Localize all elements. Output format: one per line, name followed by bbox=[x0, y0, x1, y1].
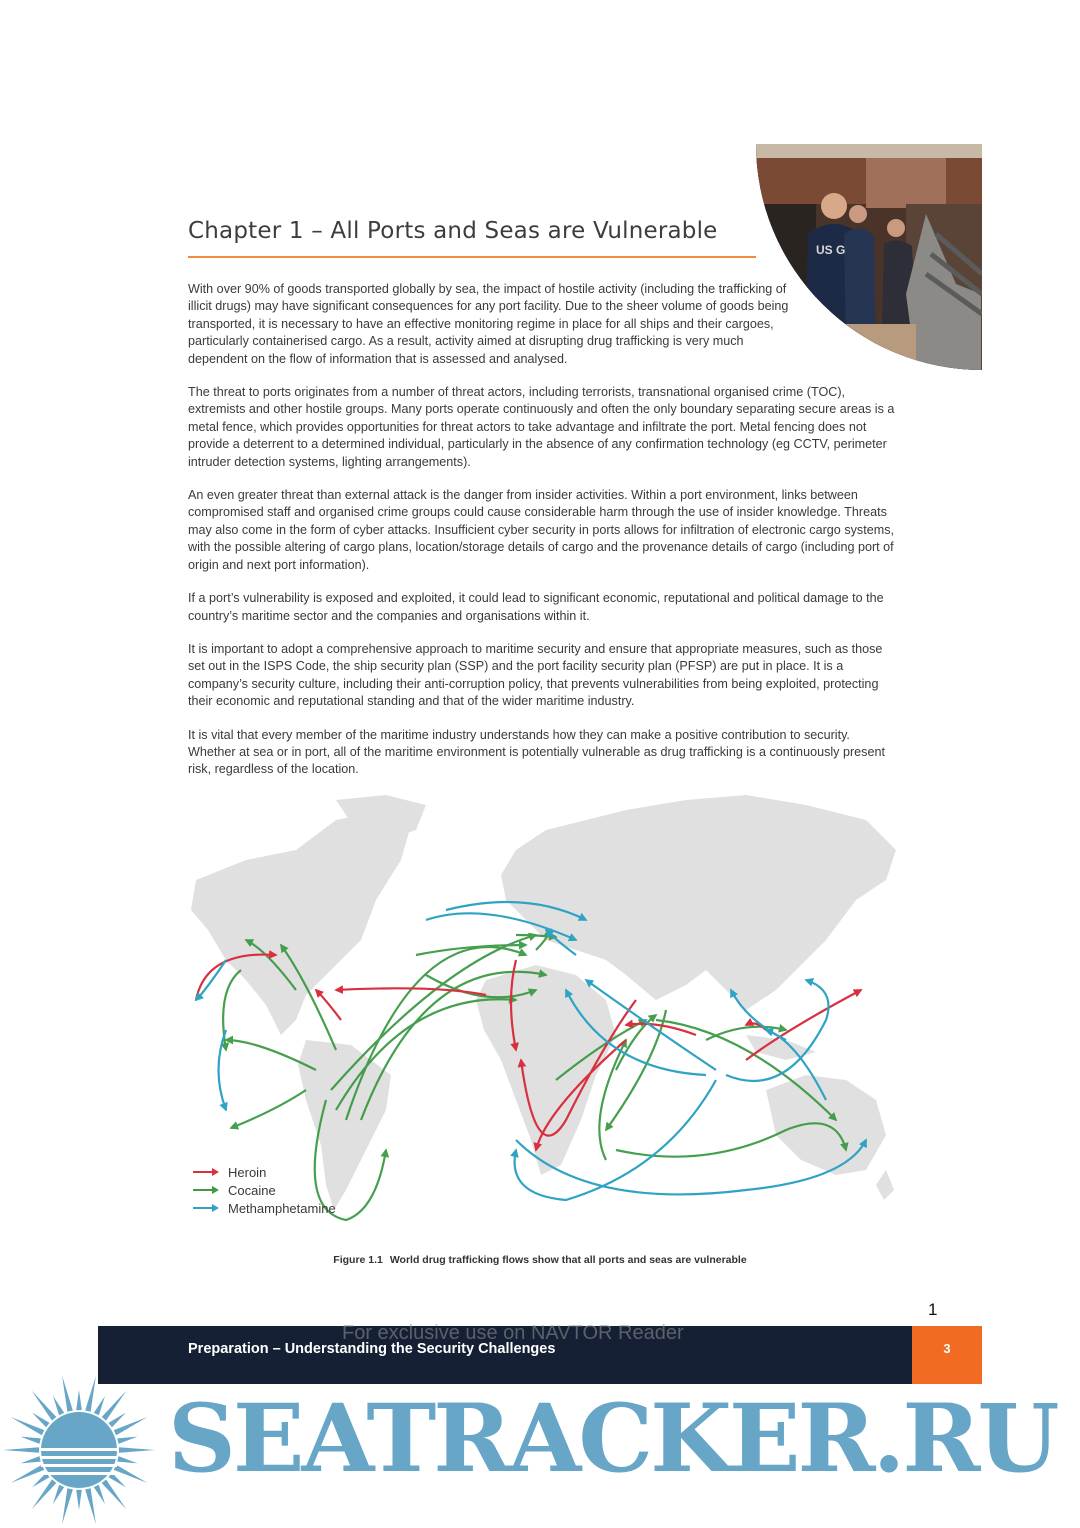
sun-ray bbox=[32, 1413, 49, 1428]
uniform-badge: US G bbox=[816, 243, 846, 257]
footer-title: Preparation – Understanding the Security Challenges bbox=[188, 1341, 556, 1357]
paragraph: With over 90% of goods transported globally by sea, the impact of hostile activity (including the trafficking of illicit drugs) may have significant consequences for any port facility. Due to the sheer volume of goods being transported, it is necessary to have an effective monitoring regime in place for all ships and their cargoes, particularly containerised cargo. As a result, activity aimed at disrupting drug trafficking is very much dependent on the flow of information that is assessed and analysed. bbox=[188, 282, 789, 366]
paragraph: The threat to ports originates from a number of threat actors, including terrorists, transnational organised crime (TOC), extremists and other hostile groups. Many ports operate continuously and often the only boundary separating secure areas is a metal fence, which provides opportunities for threat actors to take advantage and infiltrate the port. Metal fencing does not provide a deterrent to a determined individual, particularly in the absence of any confirmation technology (eg CCTV, perimeter intruder detection systems, lighting arrangements). bbox=[188, 385, 895, 469]
sun-ray bbox=[94, 1396, 105, 1415]
paragraph: An even greater threat than external attack is the danger from insider activities. Within a port environment, links between compromised staff and organised crime groups could cause considerable harm through the use of insider knowledge. Threats may also come in the form of cyber attacks. Insufficient cyber security in ports allows for infiltration of electronic cargo systems, with the possible altering of cargo plans, location/storage details of cargo and the provenance details of cargo (including port of origin and next port information). bbox=[188, 488, 894, 572]
sun-ray bbox=[62, 1488, 73, 1524]
legend-item-cocaine bbox=[192, 1181, 336, 1199]
legend-label: Methamphetamine bbox=[228, 1200, 336, 1216]
map-legend bbox=[192, 1163, 336, 1217]
sun-ray bbox=[102, 1391, 127, 1421]
sun-ray bbox=[76, 1390, 82, 1410]
arrow-icon bbox=[192, 1204, 220, 1212]
paragraph: If a port’s vulnerability is exposed and exploited, it could lead to significant economic, reputational and political damage to the country’s maritime sector and the companies and organisations within it. bbox=[188, 591, 884, 623]
arrow-icon bbox=[192, 1186, 220, 1194]
legend-item-heroin bbox=[192, 1163, 336, 1181]
sun-ray bbox=[102, 1479, 127, 1509]
sun-ray bbox=[117, 1437, 137, 1444]
title-underline bbox=[188, 256, 756, 258]
sun-ray bbox=[32, 1479, 57, 1509]
figure-caption bbox=[0, 1254, 1080, 1266]
sun-ray bbox=[21, 1437, 41, 1444]
sun-ray bbox=[117, 1456, 137, 1463]
sun-ray bbox=[62, 1376, 73, 1412]
legend-label: Cocaine bbox=[228, 1182, 276, 1198]
sun-ray bbox=[108, 1413, 125, 1428]
paragraph: It is vital that every member of the maritime industry understands how they can make a positive contribution to security. Whether at sea or in port, all of the maritime environment is potentially vulnerable as drug trafficking is a continuously present risk, regardless of the location. bbox=[188, 727, 885, 777]
sun-ray bbox=[85, 1376, 96, 1412]
figure-number: Figure 1.1 bbox=[333, 1254, 383, 1266]
sun-ray bbox=[94, 1485, 105, 1504]
arrow-icon bbox=[192, 1168, 220, 1176]
legend-label: Heroin bbox=[228, 1164, 267, 1180]
page-marker: 1 bbox=[928, 1300, 938, 1319]
sun-ray bbox=[119, 1447, 155, 1453]
sun-ray bbox=[85, 1488, 96, 1524]
sun-ray bbox=[21, 1456, 41, 1463]
paragraph: It is important to adopt a comprehensive approach to maritime security and ensure that appropriate measures, such as those set out in the ISPS Code, the ship security plan (SSP) and the port facility security plan (PFSP) are put in place. It is a company’s security culture, including their anti-corruption policy, that prevents vulnerabilities from being exploited, protecting their economic and reputational standing and that of the wider maritime industry. bbox=[188, 641, 883, 709]
brand-wordmark: SEATRACKER.RU bbox=[168, 1384, 1057, 1494]
sun-ray bbox=[32, 1391, 57, 1421]
figure-caption-text: World drug trafficking flows show that all ports and seas are vulnerable bbox=[389, 1254, 747, 1266]
body-text bbox=[188, 281, 900, 795]
chapter-title: Chapter 1 – All Ports and Seas are Vulnerable bbox=[188, 218, 718, 244]
sun-ray bbox=[53, 1485, 64, 1504]
land-masses bbox=[191, 795, 896, 1210]
sun-ray bbox=[53, 1396, 64, 1415]
page-number: 3 bbox=[943, 1341, 951, 1356]
watermark-text: For exclusive use on NAVTOR Reader bbox=[342, 1322, 684, 1344]
sun-ray bbox=[3, 1447, 39, 1453]
sun-ray bbox=[76, 1490, 82, 1510]
legend-item-methamphetamine bbox=[192, 1199, 336, 1217]
sun-logo-icon bbox=[0, 1372, 158, 1528]
